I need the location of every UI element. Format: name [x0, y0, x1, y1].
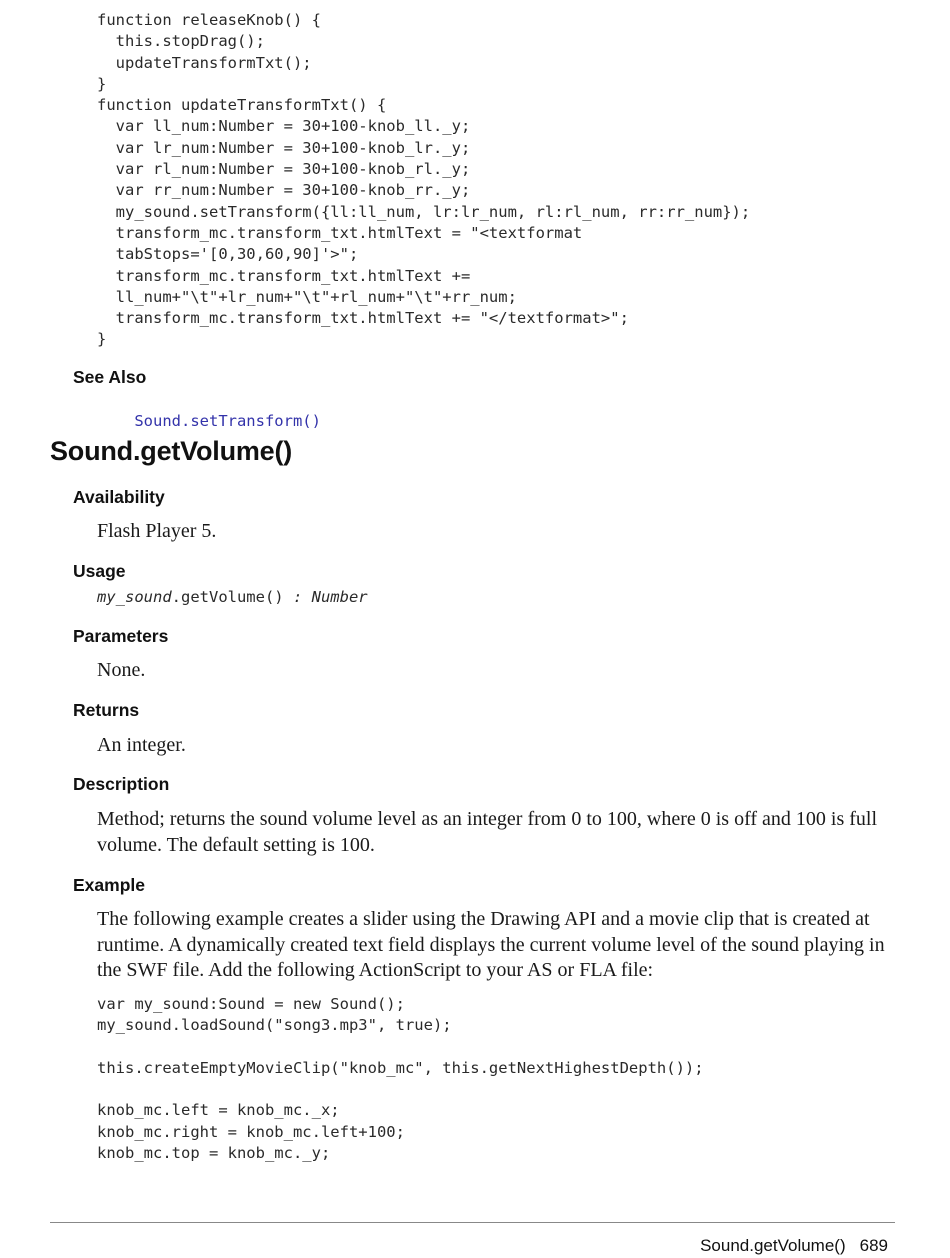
code-top-line: } [97, 330, 107, 349]
code-top-line: tabStops='[0,30,60,90]'>"; [97, 245, 359, 264]
availability-text: Flash Player 5. [97, 520, 217, 542]
code-block-bottom [97, 994, 704, 1164]
example-line-2: runtime. A dynamically created text field displays the current volume level of the sound playing in [97, 933, 885, 956]
code-bottom-line: knob_mc.right = knob_mc.left+100; [97, 1122, 405, 1141]
availability-heading: Availability [73, 487, 165, 507]
usage-return-type: : Number [283, 588, 368, 606]
code-bottom-line: knob_mc.left = knob_mc._x; [97, 1101, 340, 1120]
code-top-line: function updateTransformTxt() { [97, 96, 387, 115]
code-top-line: this.stopDrag(); [97, 32, 265, 51]
code-bottom-line: knob_mc.top = knob_mc._y; [97, 1144, 331, 1163]
description-line-1: Method; returns the sound volume level as an integer from 0 to 100, where 0 is off and 100 is full [97, 808, 878, 830]
code-bottom-line: this.createEmptyMovieClip("knob_mc", this.getNextHighestDepth()); [97, 1058, 704, 1077]
code-top-line: var rr_num:Number = 30+100-knob_rr._y; [97, 181, 471, 200]
code-top-line: my_sound.setTransform({ll:ll_num, lr:lr_num, rl:rl_num, rr:rr_num}); [97, 202, 751, 221]
description-heading: Description [73, 774, 170, 794]
example-line-3: the SWF file. Add the following ActionScript to your AS or FLA file: [97, 959, 654, 981]
example-line-1: The following example creates a slider using the Drawing API and a movie clip that is created at [97, 908, 870, 930]
usage-method: .getVolume() [171, 588, 284, 606]
page-number: 689 [859, 1236, 888, 1255]
code-top-line: ll_num+"\t"+lr_num+"\t"+rl_num+"\t"+rr_num; [97, 287, 517, 306]
code-top-line: transform_mc.transform_txt.htmlText = "<textformat [97, 223, 583, 242]
code-top-line: var lr_num:Number = 30+100-knob_lr._y; [97, 138, 471, 157]
code-bottom-line: var my_sound:Sound = new Sound(); [97, 995, 405, 1013]
see-also-link[interactable]: Sound.setTransform() [134, 412, 321, 430]
usage-signature [97, 588, 368, 606]
parameters-text: None. [97, 659, 146, 681]
usage-object: my_sound [97, 588, 172, 606]
footer-divider [50, 1222, 895, 1223]
code-bottom-line: my_sound.loadSound("song3.mp3", true); [97, 1016, 452, 1035]
returns-text: An integer. [97, 734, 186, 756]
code-block-top [97, 10, 750, 351]
parameters-heading: Parameters [73, 626, 169, 646]
code-top-line: transform_mc.transform_txt.htmlText += "</textformat>"; [97, 309, 629, 328]
description-text [97, 807, 877, 858]
code-top-line: function releaseKnob() { [97, 11, 321, 29]
code-top-line: updateTransformTxt(); [97, 53, 312, 72]
see-also-heading: See Also [73, 367, 147, 387]
code-top-line: var ll_num:Number = 30+100-knob_ll._y; [97, 117, 471, 136]
usage-heading: Usage [73, 561, 126, 581]
returns-heading: Returns [73, 700, 140, 720]
code-top-line: } [97, 74, 107, 93]
example-heading: Example [73, 875, 145, 895]
description-line-2: volume. The default setting is 100. [97, 833, 375, 856]
code-top-line: var rl_num:Number = 30+100-knob_rl._y; [97, 160, 471, 179]
section-title: Sound.getVolume() [50, 436, 293, 466]
page-footer [700, 1236, 888, 1256]
example-text [97, 907, 885, 984]
footer-title: Sound.getVolume() [700, 1236, 846, 1255]
code-top-line: transform_mc.transform_txt.htmlText += [97, 266, 471, 285]
